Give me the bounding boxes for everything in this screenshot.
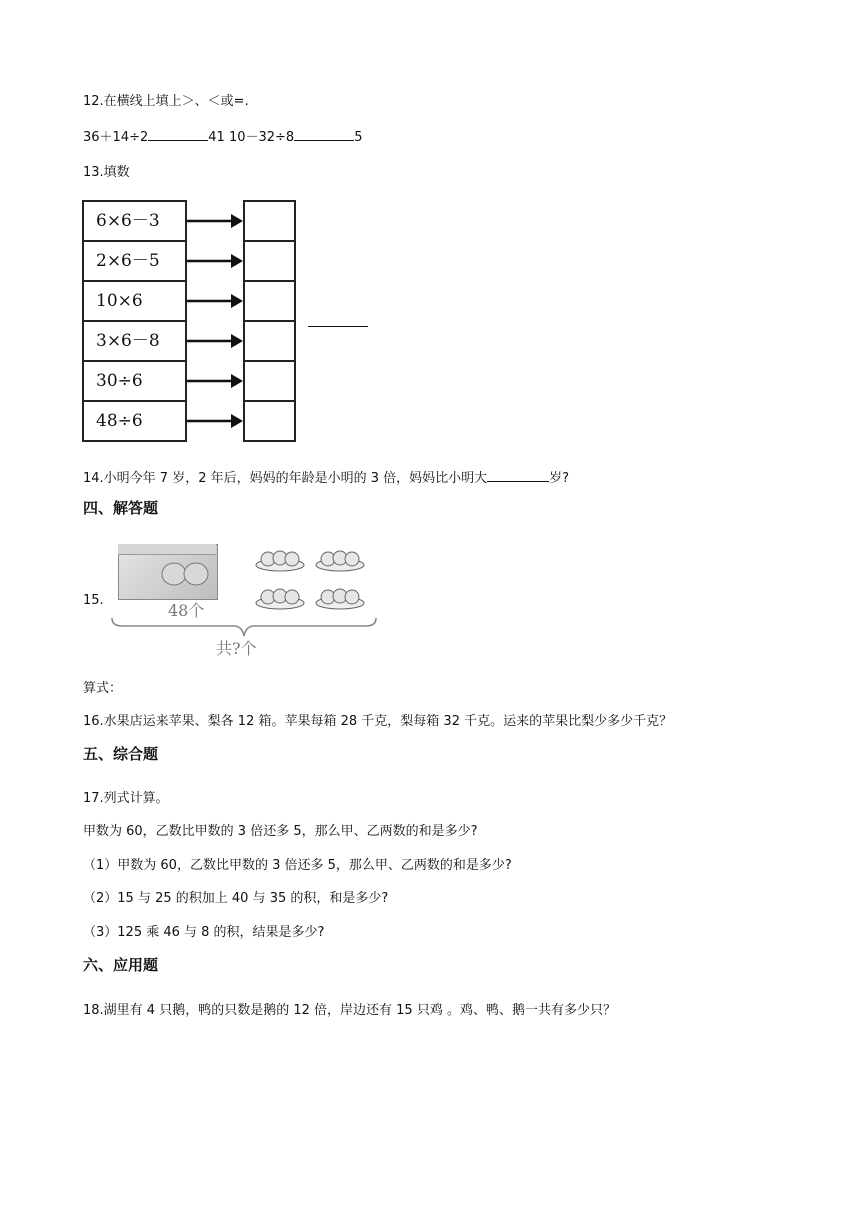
arrow-right-icon [187,294,243,308]
arrow-right-icon [187,414,243,428]
q18-text: 18.湖里有 4 只鹅，鸭的只数是鹅的 12 倍，岸边还有 15 只鸡 。鸡、鸭、鹅一共有多少只？ [83,1003,616,1018]
fill-in-table-figure [82,200,382,444]
crate-count-label: 48个 [168,601,205,620]
answer-box[interactable] [245,242,294,282]
apple-plate-icon [315,586,365,610]
arrow-right-icon [187,254,243,268]
apple-plate-icon [255,548,305,572]
q17-part: （1）甲数为 60，乙数比甲数的 3 倍还多 5，那么甲、乙两数的和是多少? [83,858,512,873]
expression-cell: 48÷6 [96,411,143,431]
apple-plate-icon [255,586,305,610]
q17-title: 17.列式计算。 [83,791,169,806]
answer-box[interactable] [245,362,294,402]
crate-top [118,544,216,555]
q14-blank[interactable] [487,469,549,482]
q15-number: 15. [83,593,104,608]
expression-cell: 30÷6 [84,362,185,402]
apple-figure [108,542,380,658]
q12-title: 12.在横线上填上＞、＜或=. [83,94,249,109]
section-heading: 五、综合题 [83,745,159,763]
expression-cell: 3×6－8 [84,322,185,362]
answer-column [243,200,296,442]
expression-cell: 2×6－5 [84,242,185,282]
arrow-right-icon [187,334,243,348]
arrow-right-icon [187,214,243,228]
q15-formula-label: 算式： [83,681,123,696]
q12-val1: 41 [208,130,225,145]
q12-expr1: 36＋14÷2 [83,130,149,145]
q14-row [83,467,569,486]
q12-expr2: 10－32÷8 [228,130,295,145]
q12-val2: 5 [354,130,363,145]
apple-plate-icon [315,548,365,572]
q16-text: 16.水果店运来苹果、梨各 12 箱。苹果每箱 28 千克，梨每箱 32 千克。运来的苹果比梨少多少千克？ [83,714,673,729]
section-heading: 四、解答题 [83,499,159,517]
q12-row [83,126,362,145]
answer-box[interactable] [245,322,294,362]
q12-blank1[interactable] [148,128,208,141]
q17-part: （3）125 乘 46 与 8 的积，结果是多少? [83,925,325,940]
answer-box[interactable] [245,282,294,322]
q17-part: （2）15 与 25 的积加上 40 与 35 的积，和是多少? [83,891,389,906]
q13-answer-blank[interactable] [308,326,368,327]
q14-text: 14.小明今年 7 岁，2 年后，妈妈的年龄是小明的 3 倍，妈妈比小明大 [83,471,488,486]
total-question-label: 共?个 [216,639,257,658]
expression-column [82,200,187,442]
expression-cell: 6×6－3 [84,202,185,242]
section-heading: 六、应用题 [83,956,159,974]
q17-intro: 甲数为 60，乙数比甲数的 3 倍还多 5，那么甲、乙两数的和是多少? [83,824,478,839]
q13-title: 13.填数 [83,165,130,180]
answer-box[interactable] [245,402,294,442]
arrow-right-icon [187,374,243,388]
answer-box[interactable] [245,202,294,242]
expression-cell: 10×6 [84,282,185,322]
apples-in-crate-icon [160,556,212,592]
total-brace-icon [108,616,380,638]
q12-blank2[interactable] [294,128,354,141]
q14-unit: 岁? [549,471,570,486]
